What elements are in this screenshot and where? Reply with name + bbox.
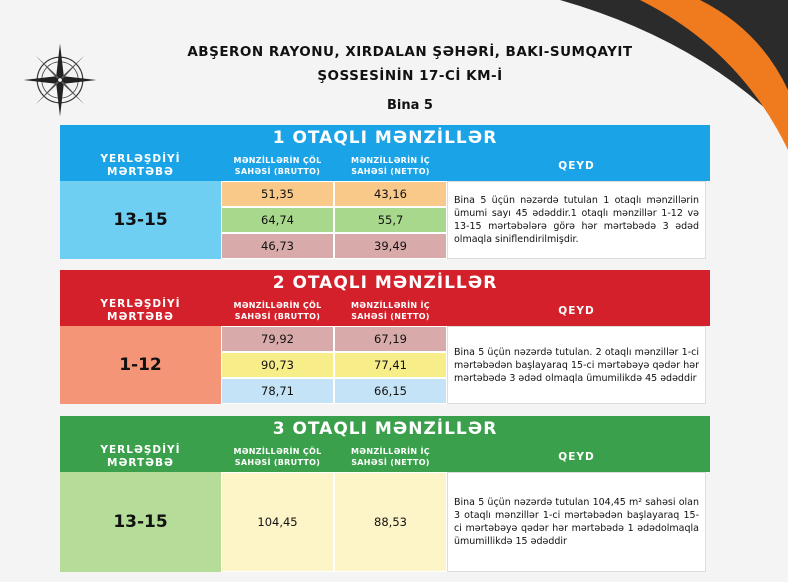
gross-area-cell: 79,92 bbox=[221, 326, 334, 352]
column-header-row bbox=[60, 151, 710, 181]
floor-value: 1-12 bbox=[60, 326, 221, 404]
gross-area-header: MƏNZİLLƏRİN ÇÖL SAHƏSİ (BRUTTO) bbox=[233, 156, 322, 176]
page-header bbox=[120, 40, 700, 113]
net-area-header: MƏNZİLLƏRİN İÇ SAHƏSİ (NETTO) bbox=[351, 156, 430, 176]
note-header: QEYD bbox=[558, 450, 595, 463]
gross-area-cell: 90,73 bbox=[221, 352, 334, 378]
net-area-cell: 66,15 bbox=[334, 378, 447, 404]
net-area-cell: 67,19 bbox=[334, 326, 447, 352]
gross-area-cell: 51,35 bbox=[221, 181, 334, 207]
table-row bbox=[221, 352, 447, 378]
section-3-room bbox=[60, 416, 710, 572]
section-title: 2 OTAQLI MƏNZİLLƏR bbox=[60, 270, 710, 296]
floor-value: 13-15 bbox=[60, 181, 221, 259]
note-text: Bina 5 üçün nəzərdə tutulan. 2 otaqlı mənzillər 1-ci mərtəbədən başlayaraq 15-ci mərtəbəyə qədər hər mərtəbədə 3 ədəd olmaqla ümumilikdə 45 ədəddir bbox=[447, 326, 706, 404]
net-area-header: MƏNZİLLƏRİN İÇ SAHƏSİ (NETTO) bbox=[351, 301, 430, 321]
floor-header: YERLƏŞDİYİ MƏRTƏBƏ bbox=[100, 444, 181, 469]
floor-header: YERLƏŞDİYİ MƏRTƏBƏ bbox=[100, 153, 181, 178]
net-area-cell: 39,49 bbox=[334, 233, 447, 259]
table-row bbox=[221, 326, 447, 352]
title-line-2: ŞOSSESİNİN 17-Cİ KM-İ bbox=[317, 68, 503, 84]
note-text: Bina 5 üçün nəzərdə tutulan 104,45 m² sahəsi olan 3 otaqlı mənzillər 1-ci mərtəbədən başlayaraq 15-ci mərtəbəyə qədər hər mərtəbədə 1 ədədolmaqla ümumillikdə 15 ədəddir bbox=[447, 472, 706, 572]
gross-area-cell: 46,73 bbox=[221, 233, 334, 259]
table-row bbox=[221, 207, 447, 233]
net-area-cell: 77,41 bbox=[334, 352, 447, 378]
compass-rose-icon bbox=[22, 42, 98, 118]
gross-area-header: MƏNZİLLƏRİN ÇÖL SAHƏSİ (BRUTTO) bbox=[233, 301, 322, 321]
section-title: 1 OTAQLI MƏNZİLLƏR bbox=[60, 125, 710, 151]
section-2-room bbox=[60, 270, 710, 404]
gross-area-cell: 64,74 bbox=[221, 207, 334, 233]
table-row bbox=[221, 181, 447, 207]
note-header: QEYD bbox=[558, 304, 595, 317]
net-area-cell: 43,16 bbox=[334, 181, 447, 207]
table-row bbox=[221, 378, 447, 404]
floor-value: 13-15 bbox=[60, 472, 221, 572]
table-row bbox=[221, 233, 447, 259]
section-title: 3 OTAQLI MƏNZİLLƏR bbox=[60, 416, 710, 442]
net-area-cell: 55,7 bbox=[334, 207, 447, 233]
note-header: QEYD bbox=[558, 159, 595, 172]
column-header-row bbox=[60, 296, 710, 326]
title-line-1: ABŞERON RAYONU, XIRDALAN ŞƏHƏRİ, BAKI-SUMQAYIT bbox=[187, 44, 633, 60]
gross-area-header: MƏNZİLLƏRİN ÇÖL SAHƏSİ (BRUTTO) bbox=[233, 447, 322, 467]
column-header-row bbox=[60, 442, 710, 472]
gross-area-cell: 78,71 bbox=[221, 378, 334, 404]
section-1-room bbox=[60, 125, 710, 259]
building-label: Bina 5 bbox=[387, 98, 433, 113]
note-text: Bina 5 üçün nəzərdə tutulan 1 otaqlı mənzillərin ümumi sayı 45 ədəddir.1 otaqlı mənzillər 1-12 və 13-15 mərtəbələrə görə hər mərtəbədə 3 ədəd olmaqla siniflendirilmişdir. bbox=[447, 181, 706, 259]
floor-header: YERLƏŞDİYİ MƏRTƏBƏ bbox=[100, 298, 181, 323]
net-area-cell: 88,53 bbox=[334, 472, 447, 572]
gross-area-cell: 104,45 bbox=[221, 472, 334, 572]
table-row bbox=[221, 472, 447, 572]
net-area-header: MƏNZİLLƏRİN İÇ SAHƏSİ (NETTO) bbox=[351, 447, 430, 467]
